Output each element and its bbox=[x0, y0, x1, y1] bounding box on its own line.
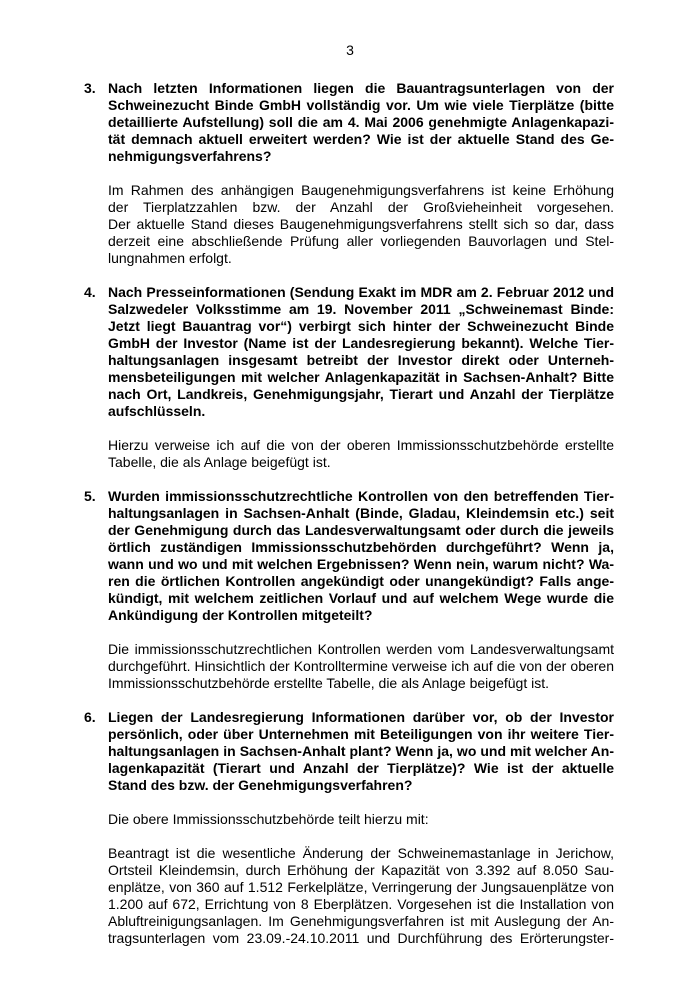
question-line: mensbeteiligungen mit welcher Anlagenkapazität in Sachsen-Anhalt? Bitte bbox=[108, 369, 614, 385]
question-text bbox=[108, 80, 614, 165]
answer-line: Abluftreinigungsanlagen. Im Genehmigungsverfahren ist mit Auslegung der An- bbox=[108, 913, 614, 929]
answer-line: derzeit eine abschließende Prüfung aller vorliegenden Bauvorlagen und Stel- bbox=[108, 233, 614, 249]
answer-line: Immissionsschutzbehörde erstellte Tabelle, die als Anlage beigefügt ist. bbox=[108, 675, 549, 691]
answer-line: der Tierplatzzahlen bzw. der Anzahl der Großvieheinheit vorgesehen. bbox=[108, 199, 614, 215]
question-line: haltungsanlagen in Sachsen-Anhalt plant? Wenn ja, wo und mit welcher An- bbox=[108, 743, 614, 759]
question-line: persönlich, oder über Unternehmen mit Beteiligungen von ihr weitere Tier- bbox=[108, 726, 614, 742]
question-line: detaillierte Aufstellung) soll die am 4. Mai 2006 genehmigte Anlagenkapazi- bbox=[108, 114, 614, 130]
question-line: Ankündigung der Kontrollen mitgeteilt? bbox=[108, 607, 373, 623]
question-text bbox=[108, 284, 614, 420]
question-number: 5. bbox=[84, 488, 96, 504]
answer-line: Im Rahmen des anhängigen Baugenehmigungsverfahrens ist keine Erhöhung bbox=[108, 182, 614, 198]
question-line: Salzwedeler Volksstimme am 19. November 2011 „Schweinemast Binde: bbox=[108, 301, 614, 317]
answer-line: Ortsteil Kleindemsin, durch Erhöhung der Kapazität von 3.392 auf 8.050 Sau- bbox=[108, 862, 614, 878]
question-line: nehmigungsverfahrens? bbox=[108, 148, 272, 164]
answer-line: durchgeführt. Hinsichtlich der Kontrolltermine verweise ich auf die von der oberen bbox=[108, 658, 614, 674]
question-item bbox=[84, 488, 614, 692]
question-line: der Genehmigung durch das Landesverwaltungsamt oder durch die jeweils bbox=[108, 522, 614, 538]
answer-line: enplätze, von 360 auf 1.512 Ferkelplätze, Verringerung der Jungsauenplätze von bbox=[108, 879, 614, 895]
question-line: kündigt, mit welchem zeitlichen Vorlauf und auf welchem Wege wurde die bbox=[108, 590, 614, 606]
answer-line: lungnahmen erfolgt. bbox=[108, 250, 232, 266]
question-line: Jetzt liegt Bauantrag vor“) verbirgt sich hinter der Schweinezucht Binde bbox=[108, 318, 614, 334]
document-body bbox=[84, 80, 614, 947]
answer-line: Tabelle, die als Anlage beigefügt ist. bbox=[108, 454, 331, 470]
question-line: Liegen der Landesregierung Informationen darüber vor, ob der Investor bbox=[108, 709, 614, 725]
answer-paragraph bbox=[108, 845, 614, 947]
answer-line: Beantragt ist die wesentliche Änderung der Schweinemastanlage in Jerichow, bbox=[108, 845, 614, 861]
question-line: lagenkapazität (Tierart und Anzahl der Tierplätze)? Wie ist der aktuelle bbox=[108, 760, 614, 776]
answer-line: Die obere Immissionsschutzbehörde teilt hierzu mit: bbox=[108, 811, 429, 827]
question-number: 6. bbox=[84, 709, 96, 725]
page-number: 3 bbox=[346, 42, 354, 58]
question-text bbox=[108, 488, 614, 624]
question-number: 3. bbox=[84, 80, 96, 96]
answer-paragraph bbox=[108, 182, 614, 267]
question-line: aufschlüsseln. bbox=[108, 403, 206, 419]
question-line: ren die örtlichen Kontrollen angekündigt oder unangekündigt? Falls ange- bbox=[108, 573, 614, 589]
question-number: 4. bbox=[84, 284, 96, 300]
question-line: nach Ort, Landkreis, Genehmigungsjahr, Tierart und Anzahl der Tierplätze bbox=[108, 386, 614, 402]
question-line: Schweinezucht Binde GmbH vollständig vor. Um wie viele Tierplätze (bitte bbox=[108, 97, 614, 113]
question-item bbox=[84, 709, 614, 947]
question-item bbox=[84, 284, 614, 471]
question-text bbox=[108, 709, 614, 794]
question-line: wann und wo und mit welchen Ergebnissen? Wenn nein, warum nicht? Wa- bbox=[108, 556, 614, 572]
question-line: Stand des bzw. der Genehmigungsverfahren? bbox=[108, 777, 413, 793]
answer-paragraph bbox=[108, 641, 614, 692]
answer-paragraph bbox=[108, 437, 614, 471]
answer-line: tragsunterlagen vom 23.09.-24.10.2011 und Durchführung des Erörterungster- bbox=[108, 930, 614, 946]
answer-line: Hierzu verweise ich auf die von der oberen Immissionsschutzbehörde erstellte bbox=[108, 437, 614, 453]
answer-line: Der aktuelle Stand dieses Baugenehmigungsverfahrens stellt sich so dar, dass bbox=[108, 216, 614, 232]
question-line: GmbH der Investor (Name ist der Landesregierung bekannt). Welche Tier- bbox=[108, 335, 614, 351]
question-line: Nach letzten Informationen liegen die Bauantragsunterlagen von der bbox=[108, 80, 614, 96]
question-line: Wurden immissionsschutzrechtliche Kontrollen von den betreffenden Tier- bbox=[108, 488, 614, 504]
question-line: Nach Presseinformationen (Sendung Exakt im MDR am 2. Februar 2012 und bbox=[108, 284, 614, 300]
question-item bbox=[84, 80, 614, 267]
question-line: haltungsanlagen insgesamt betreibt der Investor direkt oder Unterneh- bbox=[108, 352, 614, 368]
question-line: haltungsanlagen in Sachsen-Anhalt (Binde, Gladau, Kleindemsin etc.) seit bbox=[108, 505, 614, 521]
question-line: tät demnach aktuell erweitert werden? Wie ist der aktuelle Stand des Ge- bbox=[108, 131, 614, 147]
question-line: örtlich zuständigen Immissionsschutzbehörden durchgeführt? Wenn ja, bbox=[108, 539, 614, 555]
answer-line: Die immissionsschutzrechtlichen Kontrollen werden vom Landesverwaltungsamt bbox=[108, 641, 614, 657]
answer-paragraph bbox=[108, 811, 614, 828]
answer-line: 1.200 auf 672, Errichtung von 8 Eberplätzen. Vorgesehen ist die Installation von bbox=[108, 896, 614, 912]
